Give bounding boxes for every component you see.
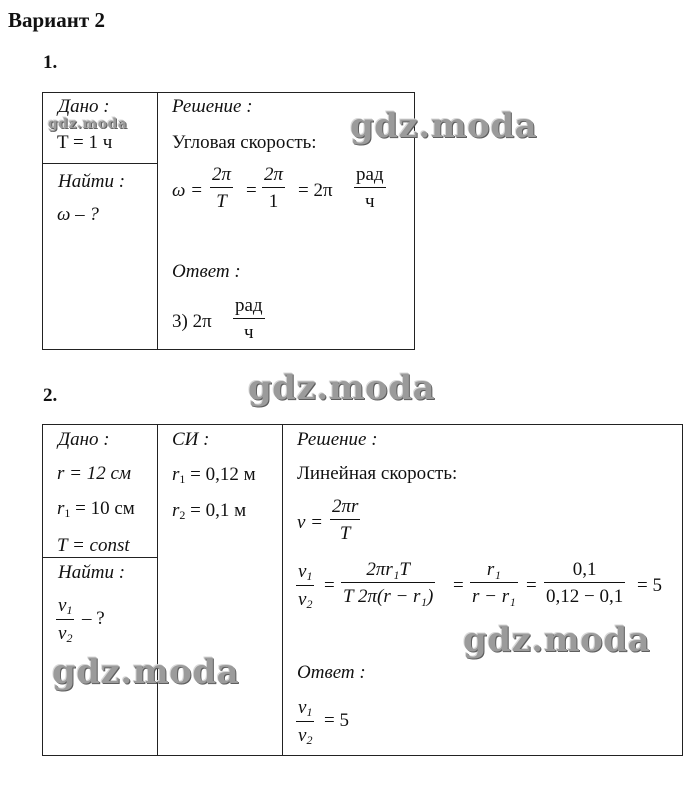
task1-answer-unit-den: ч <box>244 322 254 343</box>
task2-table-top <box>42 424 683 425</box>
task2-r4-num: 0,1 <box>572 559 597 580</box>
watermark-4: gdz.moda <box>463 620 651 660</box>
task2-r-fraction2 <box>470 560 518 606</box>
task2-given-r1-val: = 10 см <box>70 498 135 519</box>
task1-f1-num: 2π <box>212 164 232 185</box>
task1-find-label: Найти : <box>58 171 126 192</box>
task1-small-watermark: gdz.moda <box>48 116 128 132</box>
task2-r-eq2: = <box>453 575 464 596</box>
task2-r-eq4: = 5 <box>637 575 662 596</box>
task2-si-r2: $r_2 = 0,1$ м <box>172 500 247 522</box>
task1-table-mid <box>157 92 158 350</box>
task1-given-label: Дано : <box>58 96 110 117</box>
task2-answer-label: Ответ : <box>297 662 366 683</box>
task2-answer-eq: = 5 <box>324 710 349 731</box>
task2-find-num: $v_1$ <box>58 595 73 617</box>
task2-given-r: r = 12 см <box>57 463 132 484</box>
task2-given-r1 <box>57 499 135 519</box>
task1-fraction-2pi-1 <box>262 165 285 211</box>
task2-r-num: 2πr₁T <box>366 559 410 580</box>
task1-solution-label: Решение : <box>172 96 253 117</box>
task1-table-bottom <box>42 349 415 350</box>
task1-eq3: = 2π <box>298 180 333 201</box>
task2-given-divider <box>42 557 158 558</box>
task2-find-suffix: – ? <box>82 608 105 629</box>
watermark-2: gdz.moda <box>248 368 436 408</box>
task1-fraction-2pi-T <box>210 165 233 211</box>
task2-si-label: СИ : <box>172 429 210 450</box>
task2-given-T: T = const <box>57 535 130 556</box>
task2-ratio-fraction: $v_1$ $v_2$ <box>298 561 313 611</box>
task2-table-col2 <box>282 424 283 756</box>
task1-given-divider <box>42 163 158 164</box>
task2-solution-label: Решение : <box>297 429 378 450</box>
task1-answer-prefix: 3) 2π <box>172 311 212 332</box>
watermark-1: gdz.moda <box>350 106 538 146</box>
task2-r4-den: 0,12 − 0,1 <box>546 586 624 607</box>
task1-given-T: T = 1 ч <box>57 132 113 153</box>
task2-si-r1: $r_1 = 0,12$ м <box>172 464 256 486</box>
task2-answer-fraction: $v_1$ $v_2$ <box>298 697 313 747</box>
task2-find-label: Найти : <box>58 562 126 583</box>
task2-table-left <box>42 424 43 756</box>
task1-number: 1. <box>43 52 58 73</box>
variant-title: Вариант 2 <box>8 8 105 32</box>
task1-solution-text: Угловая скорость: <box>172 132 317 153</box>
task2-table-bottom <box>42 755 683 756</box>
task1-omega-eq: ω = <box>172 180 203 201</box>
task2-r-fraction3 <box>544 560 625 606</box>
watermark-3: gdz.moda <box>52 652 240 692</box>
task2-table-right <box>682 424 683 756</box>
task1-f2-den: 1 <box>268 191 279 212</box>
task1-f1-den: T <box>216 191 227 212</box>
task1-table-left <box>42 92 43 350</box>
task1-table-top <box>42 92 415 93</box>
task1-unit-num: рад <box>356 164 384 185</box>
task2-find-fraction <box>56 596 74 644</box>
task1-answer-unit-num: рад <box>235 295 263 316</box>
task2-solution-text: Линейная скорость: <box>297 463 458 484</box>
task2-r-fraction1 <box>341 560 435 606</box>
task1-answer-unit <box>233 296 265 342</box>
task1-f2-num: 2π <box>264 164 284 185</box>
task2-v-num: 2πr <box>332 496 359 517</box>
task2-given-r1-sym: r <box>57 498 65 519</box>
task2-find-den: $v_2$ <box>58 623 73 645</box>
task2-number: 2. <box>43 385 58 406</box>
task1-answer-label: Ответ : <box>172 261 241 282</box>
task1-unit-fraction <box>354 165 386 211</box>
task1-eq2: = <box>246 180 257 201</box>
task1-find-item: ω – ? <box>57 204 99 225</box>
task2-v-eq: v = <box>297 512 324 533</box>
task1-unit-den: ч <box>365 191 375 212</box>
task2-given-label: Дано : <box>58 429 110 450</box>
task2-table-col1 <box>157 424 158 756</box>
task2-r3-den: r − r₁ <box>472 586 516 607</box>
task2-v-den: T <box>339 523 351 544</box>
task2-v-fraction <box>330 497 360 543</box>
task2-r3-num: r₁ <box>486 559 501 580</box>
task2-r-eq1: = <box>324 575 335 596</box>
task2-r-den: T 2π(r − r₁) <box>343 586 434 607</box>
task2-r-eq3: = <box>526 575 537 596</box>
task2-given-r1-sub: 1 <box>64 506 71 520</box>
